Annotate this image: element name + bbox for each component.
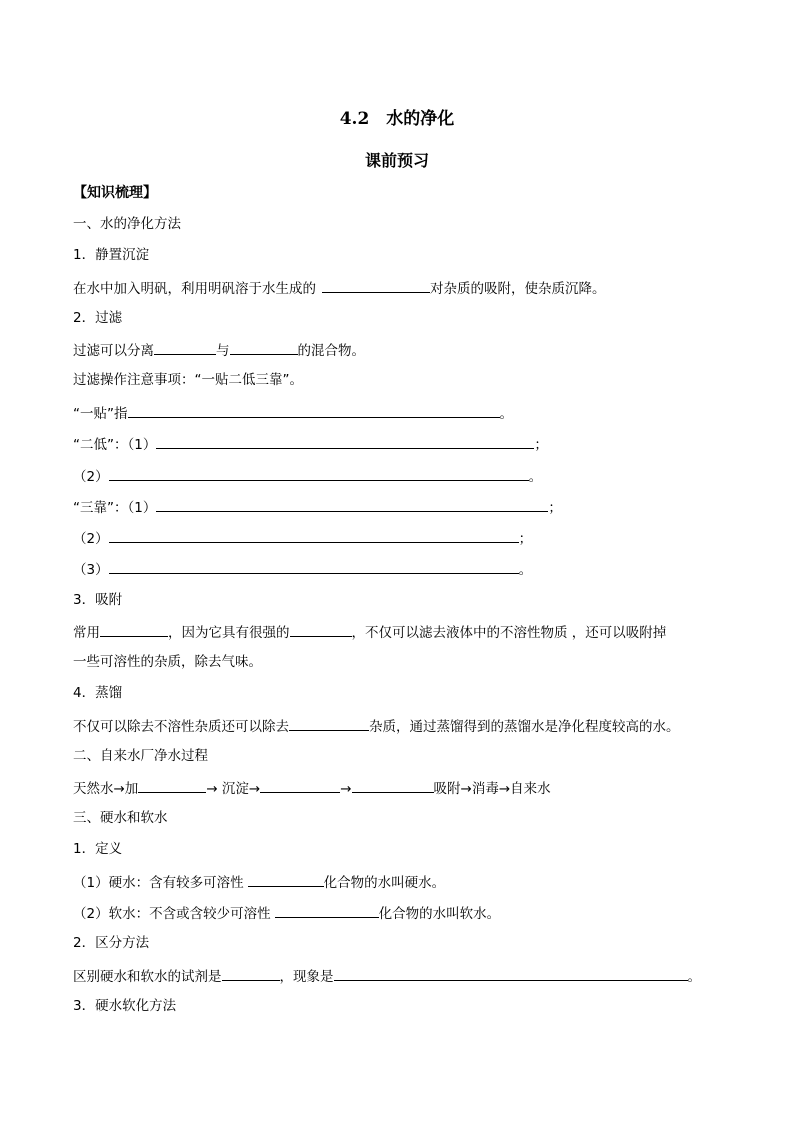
text: （2）: [73, 469, 109, 485]
text: ；: [534, 437, 548, 453]
line-hard-water: [73, 872, 445, 892]
line-filter-notes: 过滤操作注意事项：“一贴二低三靠”。: [73, 372, 303, 388]
answer-blank[interactable]: [275, 903, 379, 918]
text: 常用: [73, 625, 100, 641]
text: 。: [687, 969, 701, 985]
heading-purification-methods: 一、水的净化方法: [73, 216, 181, 232]
answer-blank[interactable]: [248, 872, 324, 887]
answer-blank[interactable]: [222, 966, 280, 981]
text: 。: [518, 562, 533, 578]
text: ，因为它具有很强的: [168, 625, 290, 641]
line-filter-separate: [73, 340, 365, 360]
line-erdi-1: [73, 434, 548, 454]
text: 吸附→消毒→自来水: [433, 781, 551, 797]
text: 的混合物。: [297, 343, 365, 359]
page-subtitle: 课前预习: [364, 151, 429, 170]
line-distill: [73, 716, 680, 736]
line-yitie: [73, 403, 513, 423]
text: ；: [548, 500, 562, 516]
line-plant-process: [73, 778, 551, 798]
heading-distillation: 4．蒸馏: [73, 685, 123, 701]
answer-blank[interactable]: [156, 434, 534, 449]
text: 与: [216, 343, 230, 359]
heading-filtration: 2．过滤: [73, 310, 123, 326]
text: ，不仅可以滤去液体中的不溶性物质 ，还可以吸附掉: [351, 625, 667, 641]
text: 天然水→加: [73, 781, 139, 797]
text: （3）: [73, 562, 109, 578]
heading-water-plant: 二、自来水厂净水过程: [73, 748, 208, 764]
line-sankao-3: [73, 559, 532, 579]
line-adsorb-cont: 一些可溶性的杂质，除去气味。: [73, 654, 262, 670]
heading-sedimentation: 1．静置沉淀: [73, 247, 150, 263]
heading-definition: 1．定义: [73, 841, 123, 857]
text: 过滤可以分离: [73, 343, 154, 359]
heading-hard-soft-water: 三、硬水和软水: [73, 810, 168, 826]
text: 杂质，通过蒸馏得到的蒸馏水是净化程度较高的水。: [369, 719, 680, 735]
text: 在水中加入明矾，利用明矾溶于水生成的: [73, 281, 316, 297]
text: （1）硬水：含有较多可溶性: [73, 875, 244, 891]
text: →: [340, 781, 352, 797]
answer-blank[interactable]: [138, 778, 206, 793]
text: → 沉淀→: [206, 781, 261, 797]
line-soft-water: [73, 903, 500, 923]
answer-blank[interactable]: [109, 559, 519, 574]
heading-adsorption: 3．吸附: [73, 592, 123, 608]
section-header: 【知识梳理】: [73, 185, 157, 201]
answer-blank[interactable]: [334, 966, 688, 981]
page-title: 4.2 水的净化: [339, 109, 455, 129]
text: 化合物的水叫硬水。: [323, 875, 446, 891]
answer-blank[interactable]: [230, 340, 298, 355]
answer-blank[interactable]: [156, 497, 548, 512]
answer-blank[interactable]: [352, 778, 434, 793]
answer-blank[interactable]: [109, 528, 519, 543]
heading-distinguish: 2．区分方法: [73, 935, 150, 951]
text: “三靠”：（1）: [73, 500, 157, 516]
text: 不仅可以除去不溶性杂质还可以除去: [73, 719, 289, 735]
answer-blank[interactable]: [322, 278, 430, 293]
answer-blank[interactable]: [109, 466, 529, 481]
answer-blank[interactable]: [260, 778, 340, 793]
text: 区别硬水和软水的试剂是: [73, 969, 222, 985]
text: 化合物的水叫软水。: [378, 906, 501, 922]
line-sankao-1: [73, 497, 562, 517]
line-adsorb: [73, 622, 666, 642]
answer-blank[interactable]: [154, 340, 216, 355]
line-distinguish: [73, 966, 701, 986]
text: “二低”：（1）: [73, 437, 157, 453]
line-sankao-2: [73, 528, 532, 548]
text: ，现象是: [279, 969, 334, 985]
answer-blank[interactable]: [128, 403, 500, 418]
text: （2）软水：不含或含较少可溶性: [73, 906, 271, 922]
text: 对杂质的吸附，使杂质沉降。: [430, 281, 606, 297]
text: ；: [518, 531, 533, 547]
text: 。: [528, 469, 543, 485]
text: “一贴”指: [73, 406, 128, 422]
line-erdi-2: [73, 466, 542, 486]
text: 。: [499, 406, 513, 422]
heading-softening: 3．硬水软化方法: [73, 998, 177, 1014]
answer-blank[interactable]: [289, 716, 369, 731]
answer-blank[interactable]: [290, 622, 352, 637]
answer-blank[interactable]: [100, 622, 168, 637]
text: （2）: [73, 531, 109, 547]
line-alum: [73, 278, 606, 298]
